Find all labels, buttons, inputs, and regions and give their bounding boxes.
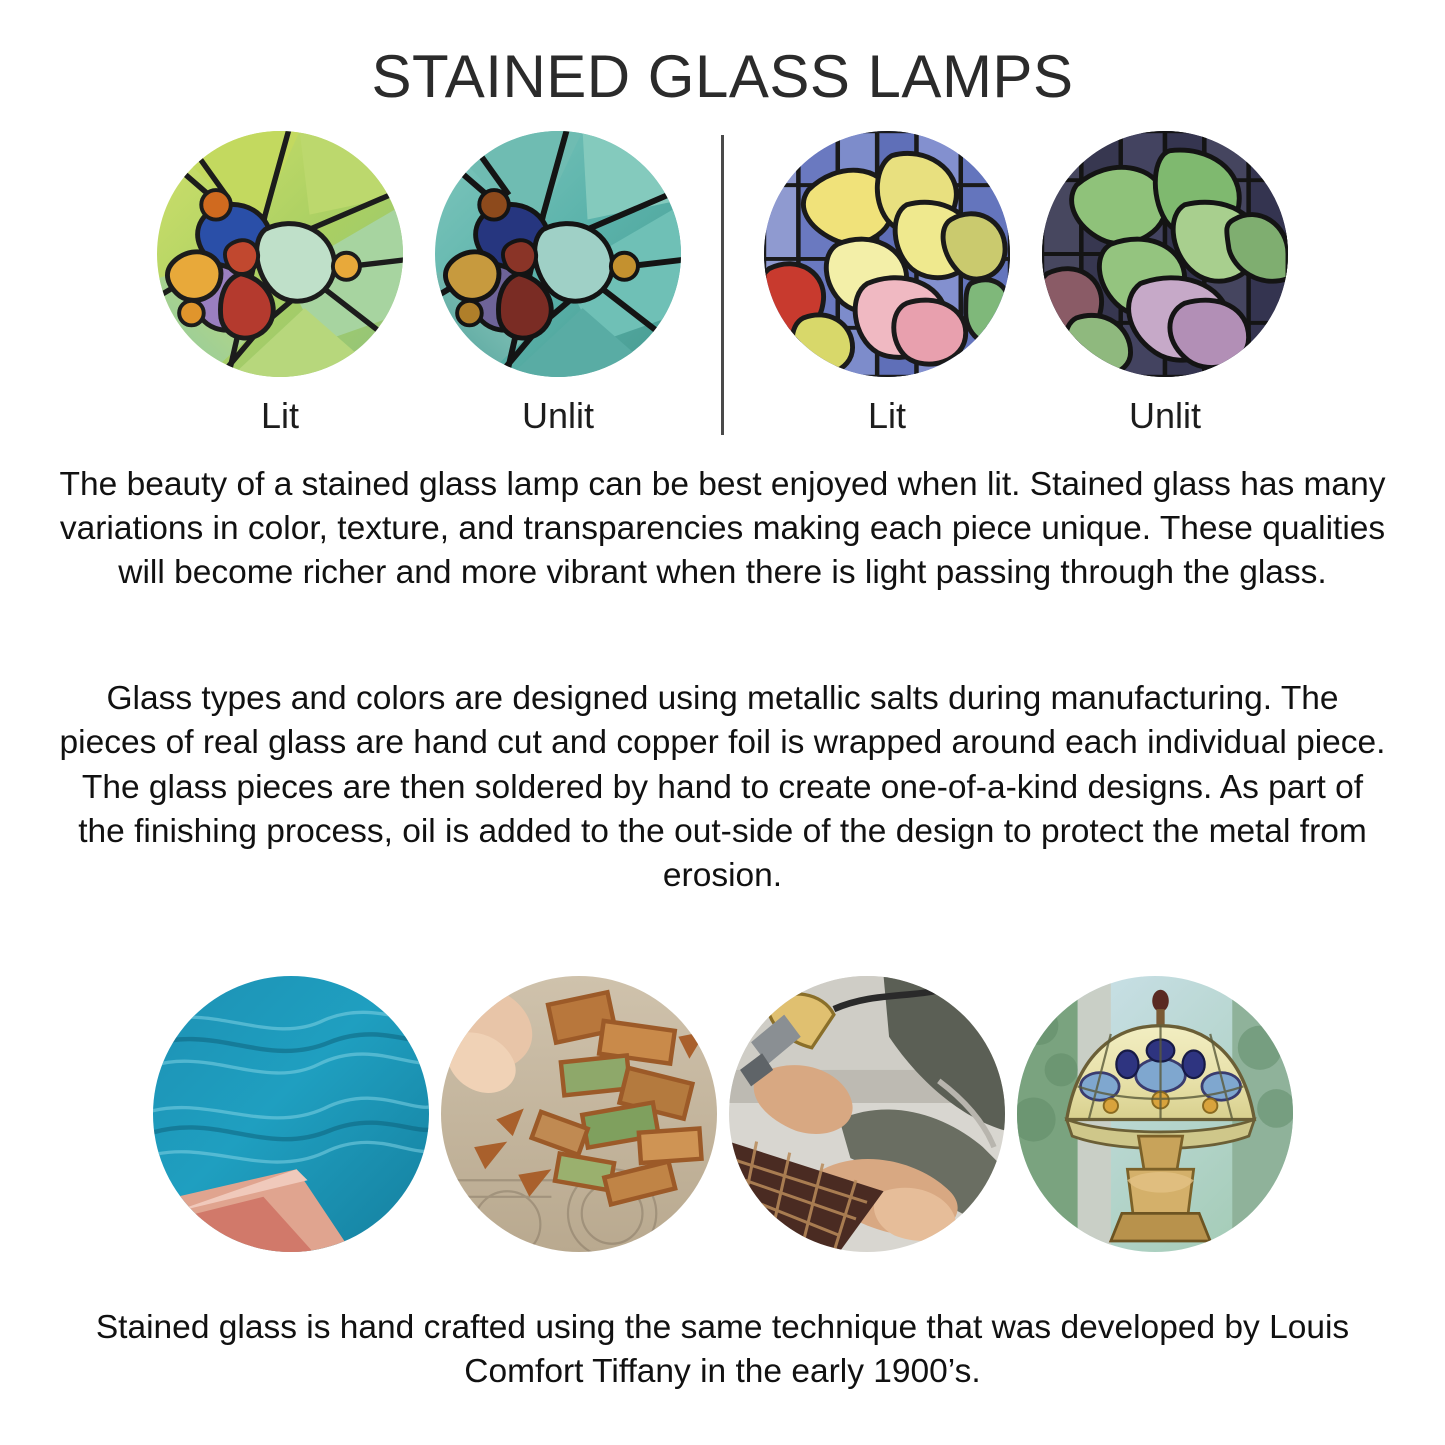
- comparison-group-right: [724, 131, 1288, 437]
- stained-glass-closeup-lit-image: [157, 131, 403, 377]
- page-title: STAINED GLASS LAMPS: [371, 43, 1074, 110]
- stained-glass-floral-unlit-image: [1042, 131, 1288, 377]
- caption-lit-left: Lit: [260, 395, 300, 436]
- footer-paragraph: Stained glass is hand crafted using the same technique that was developed by Louis Comfort Tiffany in the early 1900’s.: [95, 1308, 1350, 1390]
- hand-soldering-glass-image: [729, 976, 1005, 1252]
- caption-unlit-right: Unlit: [1128, 395, 1202, 436]
- paragraph-lit-beauty: The beauty of a stained glass lamp can be best enjoyed when lit. Stained glass has many variations in color, texture, and transparencies making each piece unique. These qualities will become richer and more vibrant when there is light passing through the glass.: [59, 466, 1386, 592]
- comparison-item: [764, 131, 1010, 437]
- caption-unlit-left: Unlit: [521, 395, 595, 436]
- finished-tiffany-lamp-image: [1017, 976, 1293, 1252]
- comparison-item: [157, 131, 403, 437]
- comparison-group-left: [157, 131, 721, 437]
- paragraph-glass-types: Glass types and colors are designed using metallic salts during manufacturing. The pieces of real glass are hand cut and copper foil is wrapped around each individual piece. The glass pieces are then soldered by hand to create one-of-a-kind designs. As part of the finishing process, oil is added to the out-side of the design to protect the metal from erosion.: [59, 680, 1386, 895]
- comparison-item: [1042, 131, 1288, 437]
- caption-lit-right: Lit: [867, 395, 907, 436]
- process-images-row: [153, 976, 1293, 1252]
- stained-glass-closeup-unlit-image: [435, 131, 681, 377]
- comparison-item: [435, 131, 681, 437]
- copper-foiled-glass-pieces-image: [441, 976, 717, 1252]
- comparison-row: [78, 131, 1368, 437]
- blue-glass-sheet-image: [153, 976, 429, 1252]
- stained-glass-floral-lit-image: [764, 131, 1010, 377]
